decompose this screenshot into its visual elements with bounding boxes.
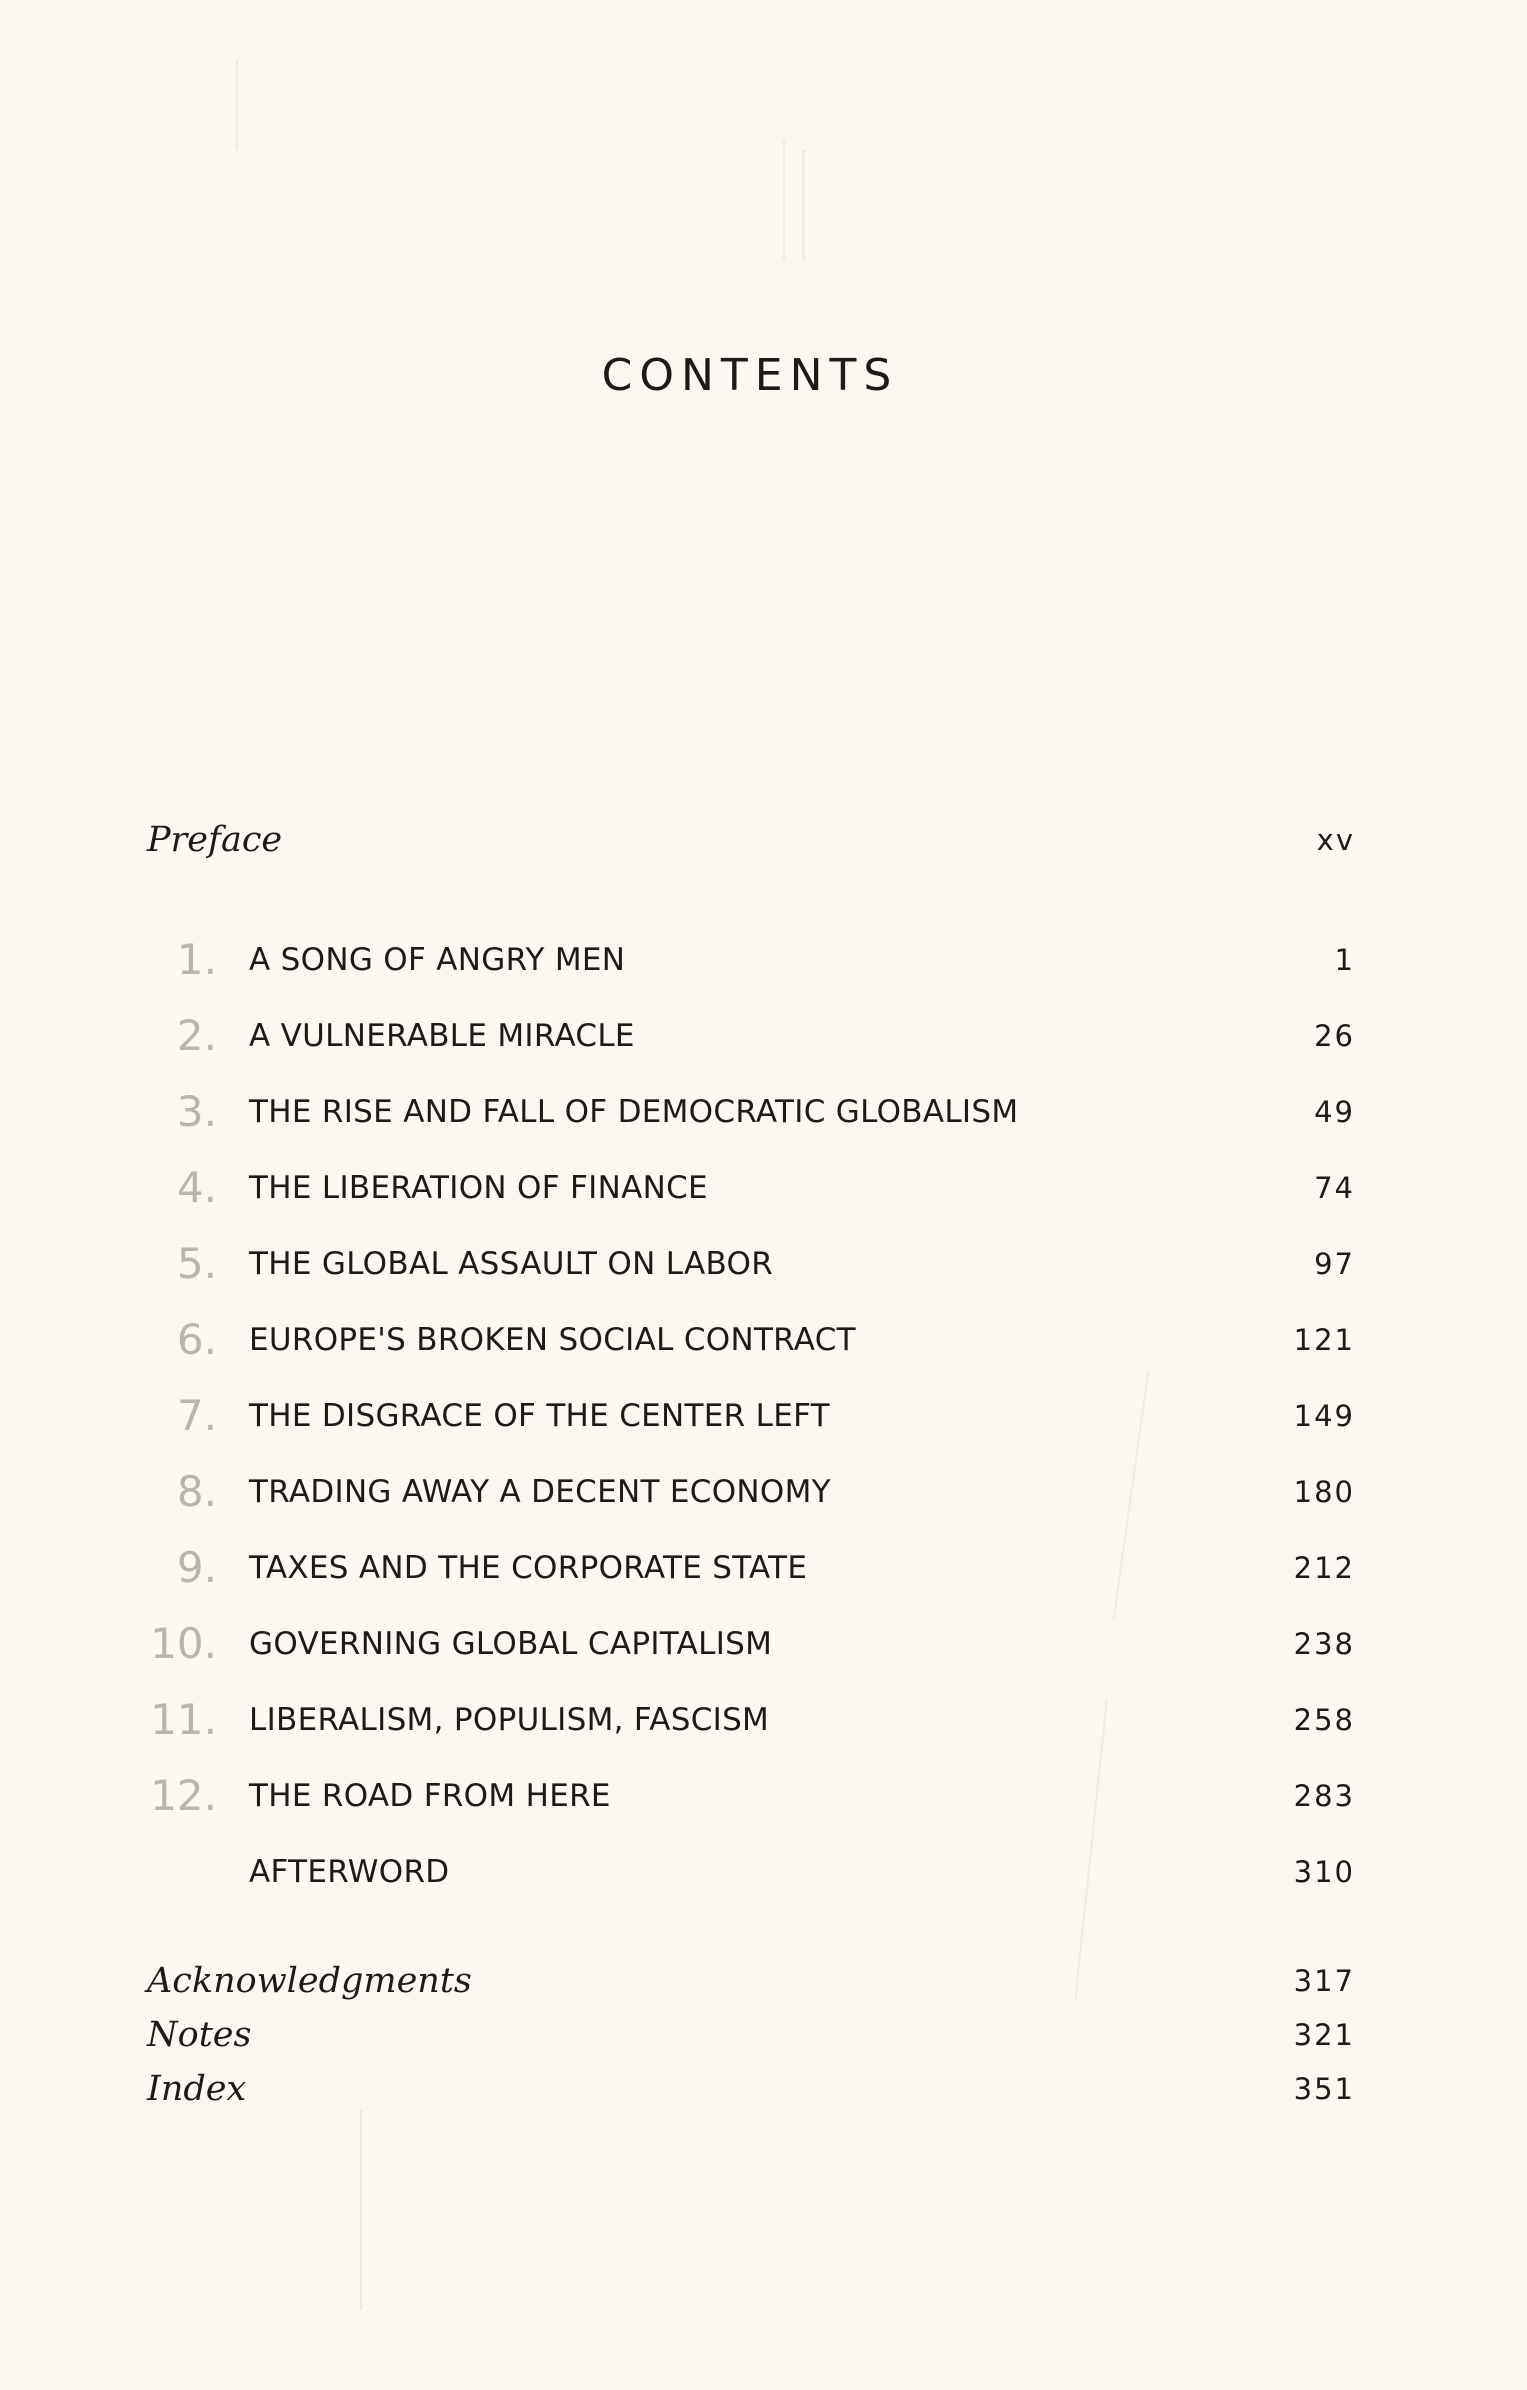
chapter-number: 11. xyxy=(150,1695,217,1744)
entry-page-number: 321 xyxy=(1293,2018,1355,2052)
chapter-page-number: 149 xyxy=(1293,1399,1355,1433)
chapter-number: 12. xyxy=(150,1771,217,1820)
chapter-page-number: 212 xyxy=(1293,1551,1355,1585)
chapter-title: THE RISE AND FALL OF DEMOCRATIC GLOBALISM xyxy=(249,1094,1019,1130)
toc-chapter-2[interactable] xyxy=(0,1011,1527,1061)
toc-chapter-5[interactable] xyxy=(0,1239,1527,1289)
toc-entry-preface[interactable] xyxy=(0,815,1527,865)
chapter-number: 5. xyxy=(176,1239,217,1288)
toc-chapter-10[interactable] xyxy=(0,1619,1527,1669)
chapter-page-number: 180 xyxy=(1293,1475,1355,1509)
chapter-title: TRADING AWAY A DECENT ECONOMY xyxy=(249,1474,831,1510)
chapter-title: GOVERNING GLOBAL CAPITALISM xyxy=(249,1626,773,1662)
entry-label: Index xyxy=(147,2069,247,2109)
chapter-number: 7. xyxy=(176,1391,217,1440)
toc-entry-acknowledgments[interactable] xyxy=(0,1956,1527,2006)
entry-label: Acknowledgments xyxy=(147,1961,472,2001)
chapter-title: AFTERWORD xyxy=(249,1854,450,1890)
toc-chapter-1[interactable] xyxy=(0,935,1527,985)
chapter-number: 1. xyxy=(176,935,217,984)
scan-mark xyxy=(360,2110,362,2310)
chapter-title: A VULNERABLE MIRACLE xyxy=(249,1018,635,1054)
chapter-title: THE LIBERATION OF FINANCE xyxy=(249,1170,708,1206)
toc-chapter-4[interactable] xyxy=(0,1163,1527,1213)
chapter-page-number: 74 xyxy=(1314,1171,1355,1205)
toc-chapter-3[interactable] xyxy=(0,1087,1527,1137)
entry-label: Preface xyxy=(147,820,283,860)
chapter-page-number: 49 xyxy=(1314,1095,1355,1129)
toc-entry-afterword[interactable] xyxy=(0,1847,1527,1897)
chapter-number: 9. xyxy=(176,1543,217,1592)
toc-chapter-7[interactable] xyxy=(0,1391,1527,1441)
entry-page-number: xv xyxy=(1316,823,1355,857)
entry-page-number: 351 xyxy=(1293,2072,1355,2106)
entry-label: Notes xyxy=(147,2015,252,2055)
toc-chapter-9[interactable] xyxy=(0,1543,1527,1593)
toc-chapter-11[interactable] xyxy=(0,1695,1527,1745)
scan-mark xyxy=(783,140,785,260)
chapter-page-number: 1 xyxy=(1334,943,1355,977)
chapter-title: THE ROAD FROM HERE xyxy=(249,1778,611,1814)
toc-chapter-12[interactable] xyxy=(0,1771,1527,1821)
chapter-page-number: 310 xyxy=(1293,1855,1355,1889)
chapter-title: LIBERALISM, POPULISM, FASCISM xyxy=(249,1702,770,1738)
toc-entry-notes[interactable] xyxy=(0,2010,1527,2060)
chapter-number: 4. xyxy=(176,1163,217,1212)
toc-chapter-6[interactable] xyxy=(0,1315,1527,1365)
chapter-number: 8. xyxy=(176,1467,217,1516)
chapter-title: TAXES AND THE CORPORATE STATE xyxy=(249,1550,808,1586)
chapter-page-number: 283 xyxy=(1293,1779,1355,1813)
chapter-number: 3. xyxy=(176,1087,217,1136)
chapter-page-number: 238 xyxy=(1293,1627,1355,1661)
toc-chapter-8[interactable] xyxy=(0,1467,1527,1517)
chapter-title: THE DISGRACE OF THE CENTER LEFT xyxy=(249,1398,830,1434)
scan-mark xyxy=(236,60,238,150)
chapter-page-number: 26 xyxy=(1314,1019,1355,1053)
toc-entry-index[interactable] xyxy=(0,2064,1527,2114)
chapter-page-number: 258 xyxy=(1293,1703,1355,1737)
chapter-number: 2. xyxy=(176,1011,217,1060)
chapter-number: 10. xyxy=(150,1619,217,1668)
scan-mark xyxy=(802,150,805,260)
entry-page-number: 317 xyxy=(1293,1964,1355,1998)
chapter-title: THE GLOBAL ASSAULT ON LABOR xyxy=(249,1246,774,1282)
page-title: CONTENTS xyxy=(601,350,899,401)
chapter-page-number: 97 xyxy=(1314,1247,1355,1281)
chapter-number: 6. xyxy=(176,1315,217,1364)
chapter-title: A SONG OF ANGRY MEN xyxy=(249,942,626,978)
chapter-title: EUROPE'S BROKEN SOCIAL CONTRACT xyxy=(249,1322,856,1358)
chapter-page-number: 121 xyxy=(1293,1323,1355,1357)
